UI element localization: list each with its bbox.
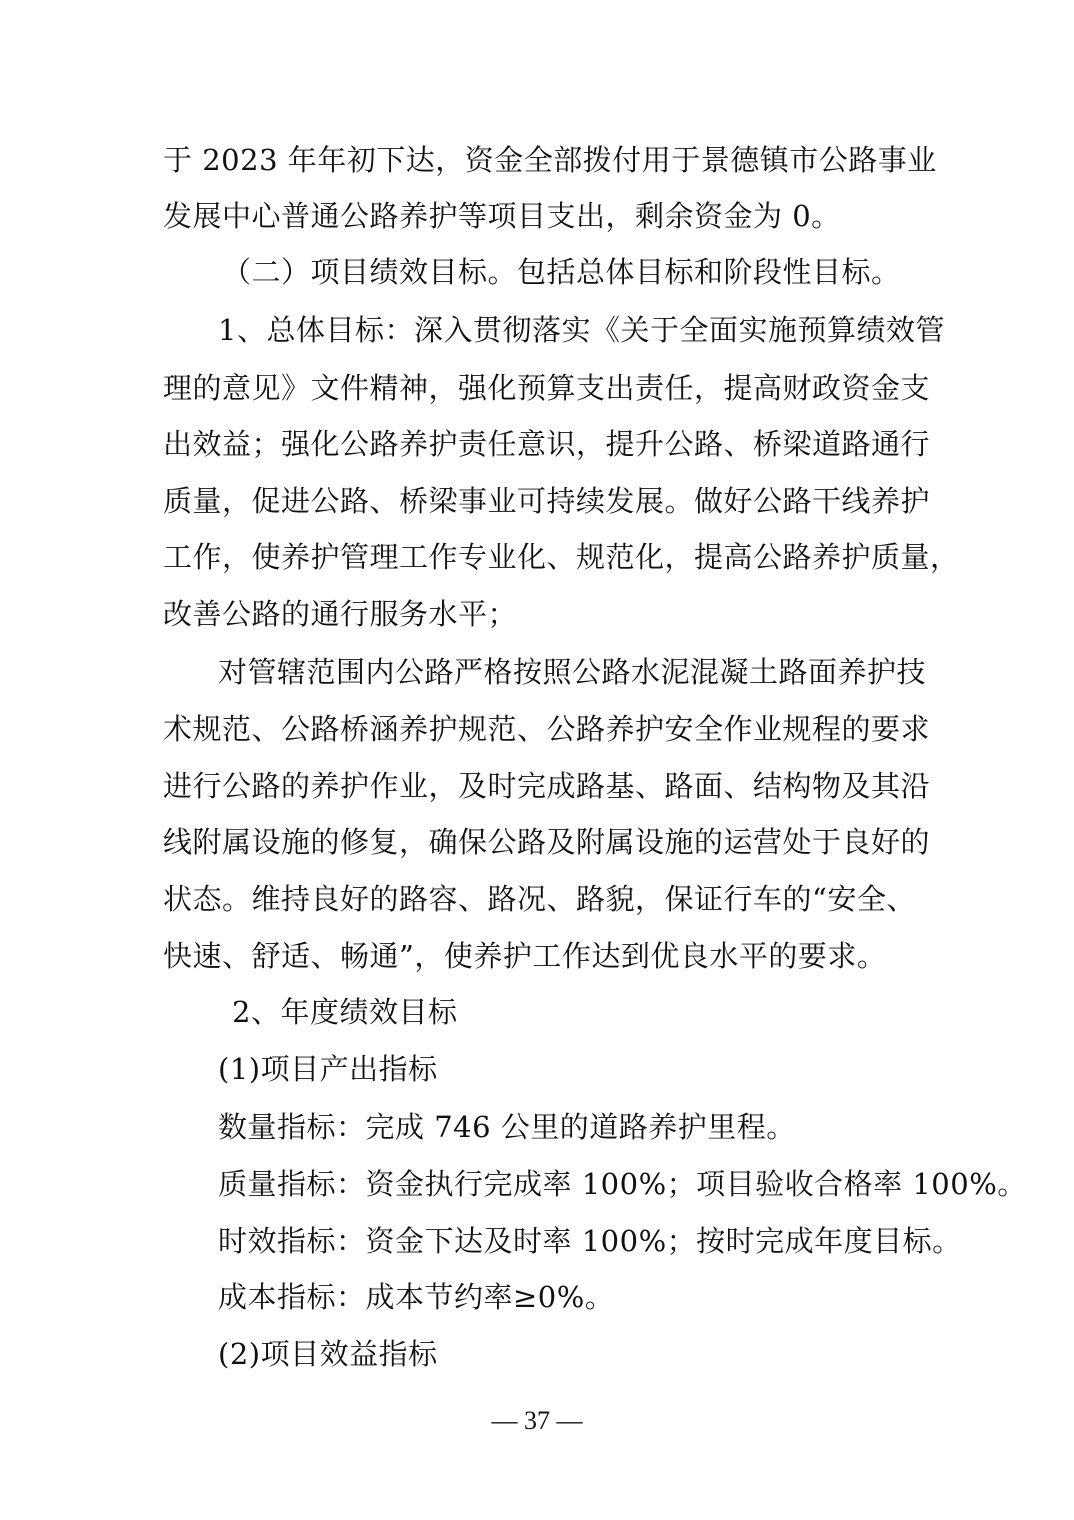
indicator-line: 数量指标：完成 746 公里的道路养护里程。 <box>218 1110 796 1144</box>
indicator-line: 时效指标：资金下达及时率 100%；按时完成年度目标。 <box>218 1224 962 1258</box>
paragraph-line: 进行公路的养护作业，及时完成路基、路面、结构物及其沿 <box>163 769 931 803</box>
indicator-line: 成本指标：成本节约率≥0%。 <box>218 1280 615 1314</box>
page-number: — 37 — <box>491 1406 583 1435</box>
paragraph-line: 发展中心普通公路养护等项目支出，剩余资金为 0。 <box>163 199 841 233</box>
paragraph-line: 质量，促进公路、桥梁事业可持续发展。做好公路干线养护 <box>163 484 931 518</box>
paragraph-line: 1、总体目标：深入贯彻落实《关于全面实施预算绩效管 <box>218 313 945 347</box>
paragraph-line: 改善公路的通行服务水平； <box>163 597 518 631</box>
paragraph-line: 于 2023 年年初下达，资金全部拨付用于景德镇市公路事业 <box>163 143 937 177</box>
subsection-heading: (1)项目产出指标 <box>218 1052 438 1086</box>
paragraph-line: 状态。维持良好的路容、路况、路貌，保证行车的“安全、 <box>163 882 916 916</box>
paragraph-line: 术规范、公路桥涵养护规范、公路养护安全作业规程的要求 <box>163 712 931 746</box>
paragraph-line: 快速、舒适、畅通”，使养护工作达到优良水平的要求。 <box>163 939 887 973</box>
paragraph-line: 对管辖范围内公路严格按照公路水泥混凝土路面养护技 <box>218 655 927 689</box>
subsection-heading: (2)项目效益指标 <box>218 1337 438 1371</box>
subsection-heading: 2、年度绩效目标 <box>232 995 458 1029</box>
indicator-line: 质量指标：资金执行完成率 100%；项目验收合格率 100%。 <box>218 1167 1027 1201</box>
paragraph-line: 工作，使养护管理工作专业化、规范化，提高公路养护质量， <box>163 540 960 574</box>
paragraph-line: 出效益；强化公路养护责任意识，提升公路、桥梁道路通行 <box>163 427 931 461</box>
paragraph-line: 理的意见》文件精神，强化预算支出责任，提高财政资金支 <box>163 371 931 405</box>
paragraph-line: 线附属设施的修复，确保公路及附属设施的运营处于良好的 <box>163 825 931 859</box>
section-heading: （二）项目绩效目标。包括总体目标和阶段性目标。 <box>222 255 901 289</box>
